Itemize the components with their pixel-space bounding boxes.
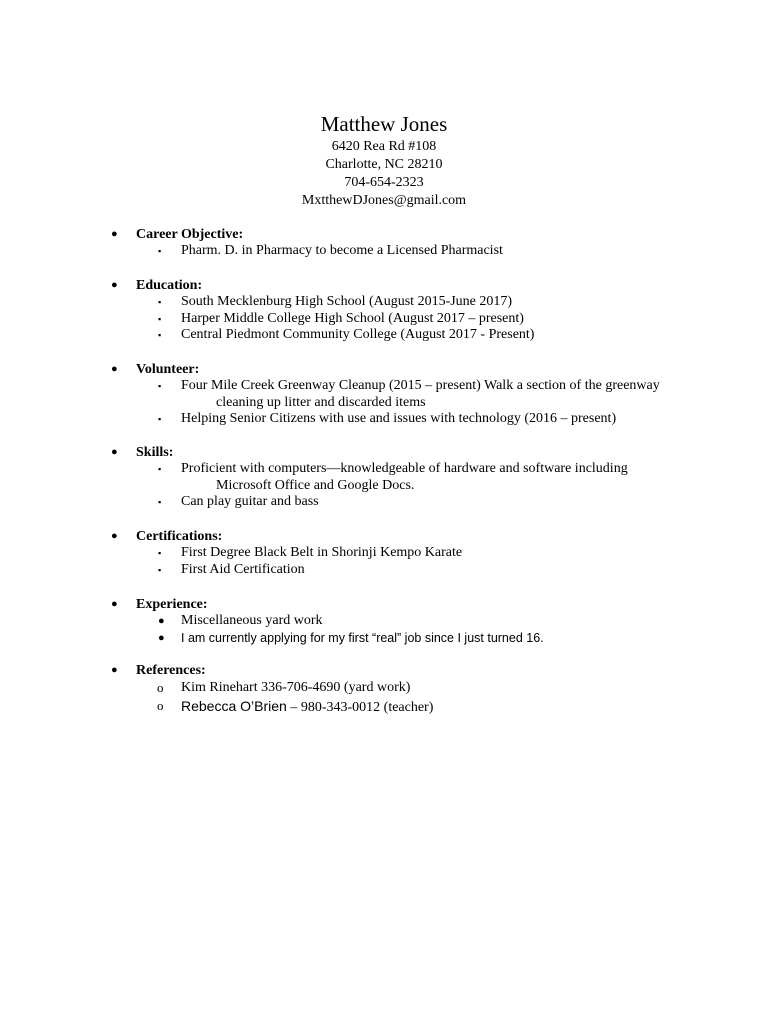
dot-bullet-icon: ● [158,615,165,627]
square-bullet-icon: ▪ [158,246,162,256]
candidate-name: Matthew Jones [320,112,448,136]
list-item [0,411,768,428]
list-item-continuation: cleaning up litter and discarded items [216,394,426,410]
list-item [0,294,768,311]
list-item-text: Central Piedmont Community College (August 2017 - Present) [181,327,535,343]
reference-details: – 980-343-0012 (teacher) [286,700,434,715]
section-heading [0,277,768,294]
section-heading [0,528,768,545]
square-bullet-icon: ▪ [158,548,162,558]
bullet-icon: ● [111,598,118,610]
list-item-text: Proficient with computers—knowledgeable of hardware and software including [181,461,628,476]
reference-name: Rebecca O’Brien [181,698,287,714]
section-title: References: [136,663,206,678]
list-item [0,461,768,494]
list-item [0,630,768,647]
ring-bullet-icon: o [157,698,164,713]
square-bullet-icon: ▪ [158,330,162,341]
section-title: Career Objective: [136,227,244,242]
list-item-text: Four Mile Creek Greenway Cleanup (2015 – present) Walk a section of the greenway [181,378,660,393]
address-line-1: 6420 Rea Rd #108 [331,139,437,154]
list-item-text: Pharm. D. in Pharmacy to become a Licensed Pharmacist [181,243,503,258]
square-bullet-icon: ▪ [158,564,162,575]
list-item [0,311,768,328]
section-certifications [0,528,768,578]
reference-kim-rinehart: Kim Rinehart 336-706-4690 (yard work) [181,680,411,695]
section-heading [0,444,768,461]
section-skills [0,444,768,511]
section-heading [0,662,768,679]
email-address: MxtthewDJones@gmail.com [301,193,467,208]
bullet-icon: ● [111,664,118,676]
ring-bullet-icon: o [157,680,164,695]
section-heading [0,226,768,243]
list-item [0,378,768,411]
square-bullet-icon: ▪ [158,297,162,307]
list-item-text: South Mecklenburg High School (August 2015-June 2017) [181,294,513,309]
section-title: Education: [136,278,203,293]
bullet-icon: ● [111,228,118,240]
address-line-2: Charlotte, NC 28210 [325,157,443,172]
square-bullet-icon: ▪ [158,313,162,324]
list-item-continuation: Microsoft Office and Google Docs. [216,477,415,493]
square-bullet-icon: ▪ [158,497,162,508]
list-item-text: First Degree Black Belt in Shorinji Kempo Karate [181,545,463,560]
square-bullet-icon: ▪ [158,414,162,425]
section-title: Skills: [136,445,174,460]
reference-rebecca-obrien [181,697,768,717]
bullet-icon: ● [111,446,118,458]
section-title: Certifications: [136,529,223,544]
list-item [0,327,768,344]
list-item [0,545,768,562]
section-education [0,277,768,344]
square-bullet-icon: ▪ [158,464,162,474]
bullet-icon: ● [111,279,118,291]
phone-number: 704-654-2323 [344,175,424,190]
square-bullet-icon: ▪ [158,381,162,391]
list-item [0,697,768,717]
list-item [0,562,768,579]
list-item-text: First Aid Certification [181,561,305,577]
bullet-icon: ● [111,363,118,375]
section-heading [0,361,768,378]
list-item-text: Harper Middle College High School (August 2017 – present) [181,310,524,326]
section-references [0,662,768,717]
dot-bullet-icon: ● [158,631,165,644]
bullet-icon: ● [111,530,118,542]
section-title: Volunteer: [136,362,200,377]
list-item [0,494,768,511]
list-item-text: Miscellaneous yard work [181,613,323,628]
list-item-text: Helping Senior Citizens with use and issues with technology (2016 – present) [181,411,617,427]
section-heading [0,596,768,613]
list-item [0,613,768,630]
list-item [0,243,768,260]
resume-header [0,110,768,210]
section-volunteer [0,361,768,428]
list-item-text: I am currently applying for my first “real” job since I just turned 16. [181,630,544,645]
list-item [0,679,768,697]
section-experience [0,596,768,646]
section-career-objective [0,226,768,260]
list-item-text: Can play guitar and bass [181,494,319,510]
section-title: Experience: [136,597,208,612]
